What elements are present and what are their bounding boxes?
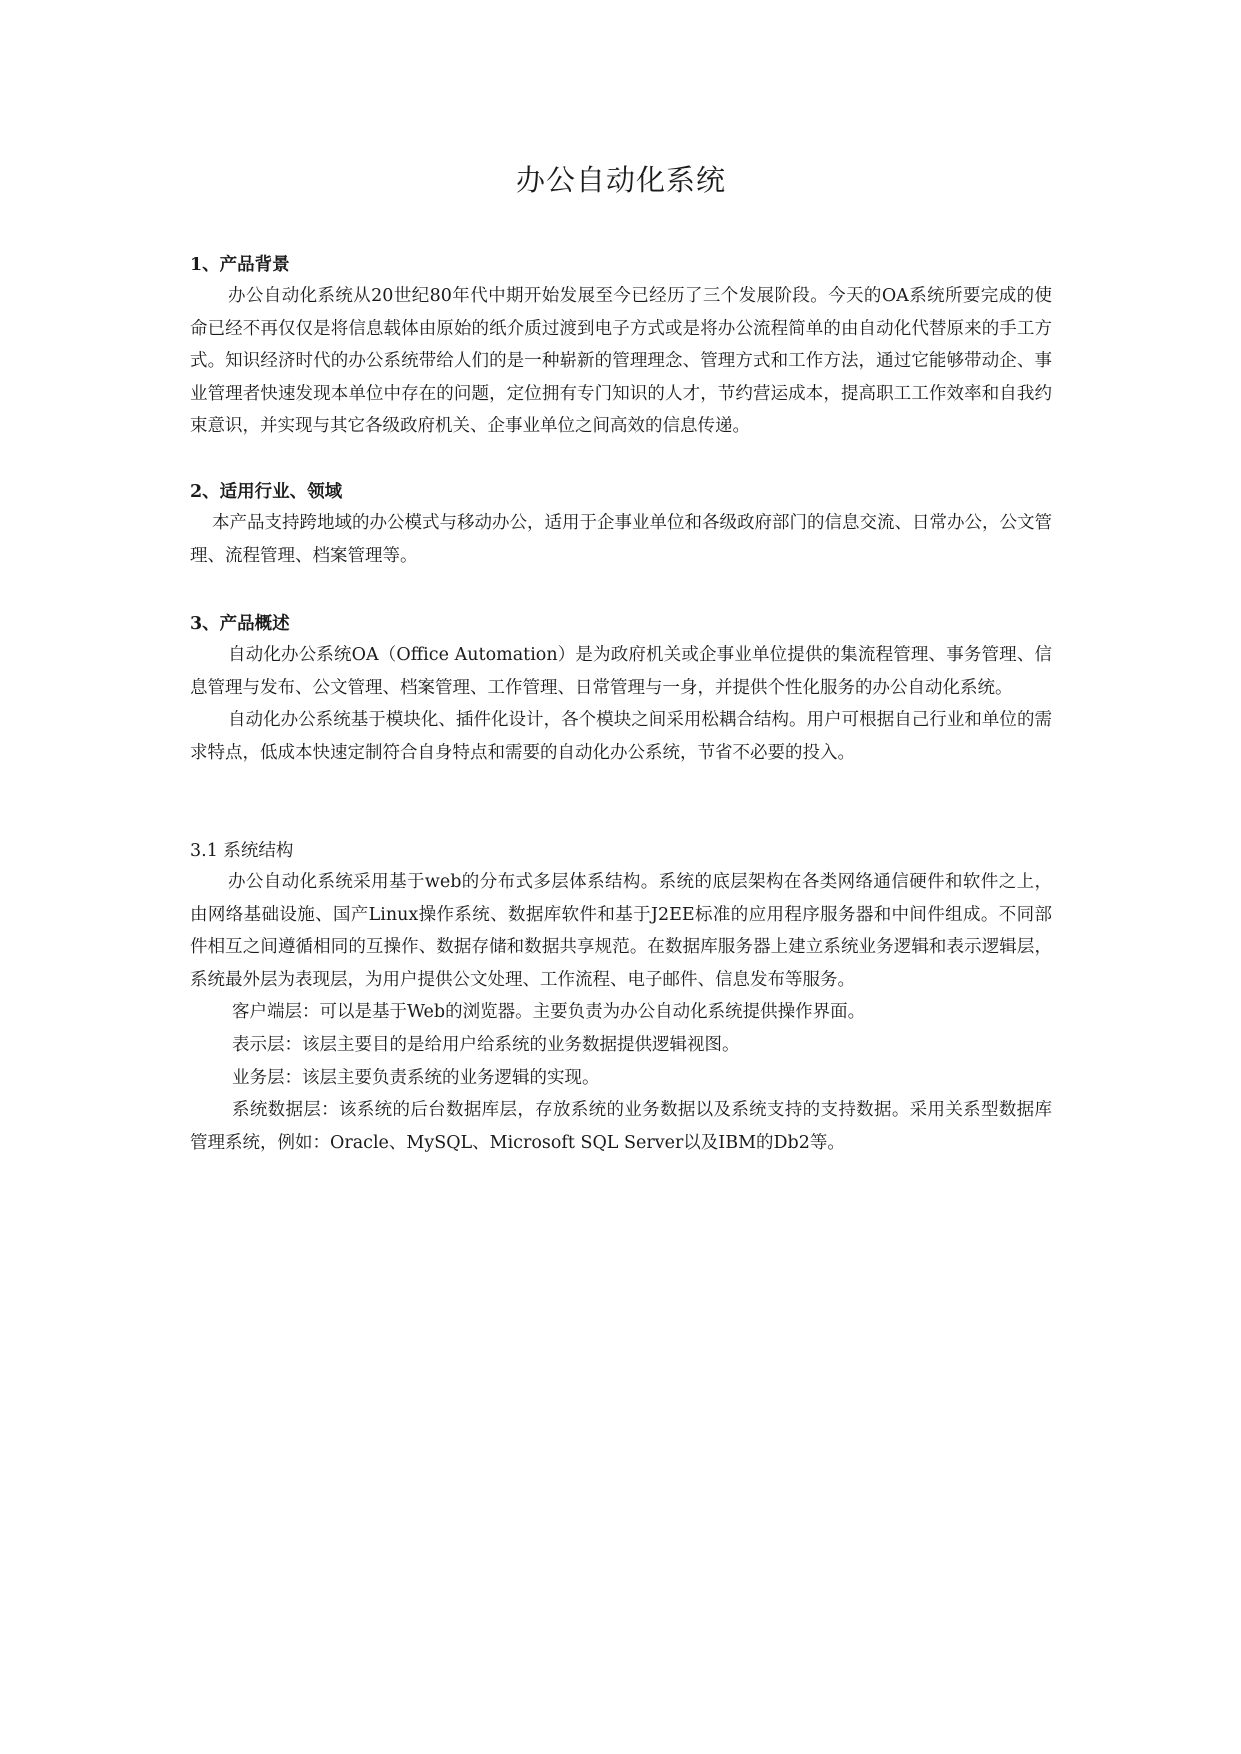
paragraph: 表示层：该层主要目的是给用户给系统的业务数据提供逻辑视图。 (232, 1034, 740, 1055)
paragraph: 办公自动化系统从20世纪80年代中期开始发展至今已经历了三个发展阶段。今天的OA系统所要完成的使命已经不再仅仅是将信息载体由原始的纸介质过渡到电子方式或是将办公流程简单的由自动化代替原来的手工方式。知识经济时代的办公系统带给人们的是一种崭新的管理理念、管理方式和工作方法，通过它能够带动企、事业管理者快速发现本单位中存在的问题，定位拥有专门知识的人才，节约营运成本，提高职工工作效率和自我约束意识，并实现与其它各级政府机关、企事业单位之间高效的信息传递。 (190, 286, 1052, 437)
document-page (190, 0, 1052, 1754)
section-heading: 3、产品概述 (190, 614, 290, 634)
paragraph: 办公自动化系统采用基于web的分布式多层体系结构。系统的底层架构在各类网络通信硬件和软件之上， 由网络基础设施、国产Linux操作系统、数据库软件和基于J2EE标准的应用程序服务器和中间件组成。不同部件相互之间遵循相同的互操作、数据存储和数据共享规范。在数据库服务器上建立系统业务逻辑和表示逻辑层，系统最外层为表现层，为用户提供公文处理、工作流程、电子邮件、信息发布等服务。 (190, 872, 1052, 990)
section-heading: 2、适用行业、领域 (190, 482, 343, 502)
paragraph: 自动化办公系统OA（Office Automation）是为政府机关或企事业单位提供的集流程管理、事务管理、信息管理与发布、公文管理、档案管理、工作管理、日常管理与一身，并提供个性化服务的办公自动化系统。 (190, 645, 1052, 698)
section-product-background (190, 250, 1052, 443)
section-system-structure (190, 836, 1052, 1159)
section-applicable-industries (190, 477, 1052, 572)
paragraph: 客户端层：可以是基于Web的浏览器。主要负责为办公自动化系统提供操作界面。 (232, 1002, 866, 1023)
document-title: 办公自动化系统 (515, 163, 726, 197)
paragraph: 业务层：该层主要负责系统的业务逻辑的实现。 (232, 1067, 600, 1088)
section-heading: 1、产品背景 (190, 255, 290, 275)
subsection-heading: 3.1 系统结构 (190, 841, 294, 861)
paragraph: 系统数据层：该系统的后台数据库层，存放系统的业务数据以及系统支持的支持数据。采用关系型数据库管理系统，例如：Oracle、MySQL、Microsoft SQL Server以及IBM的Db2等。 (190, 1100, 1052, 1153)
paragraph: 本产品支持跨地域的办公模式与移动办公，适用于企事业单位和各级政府部门的信息交流、日常办公，公文管理、流程管理、档案管理等。 (190, 513, 1052, 566)
section-product-overview (190, 609, 1052, 769)
paragraph: 自动化办公系统基于模块化、插件化设计，各个模块之间采用松耦合结构。用户可根据自己行业和单位的需求特点，低成本快速定制符合自身特点和需要的自动化办公系统，节省不必要的投入。 (190, 710, 1052, 763)
